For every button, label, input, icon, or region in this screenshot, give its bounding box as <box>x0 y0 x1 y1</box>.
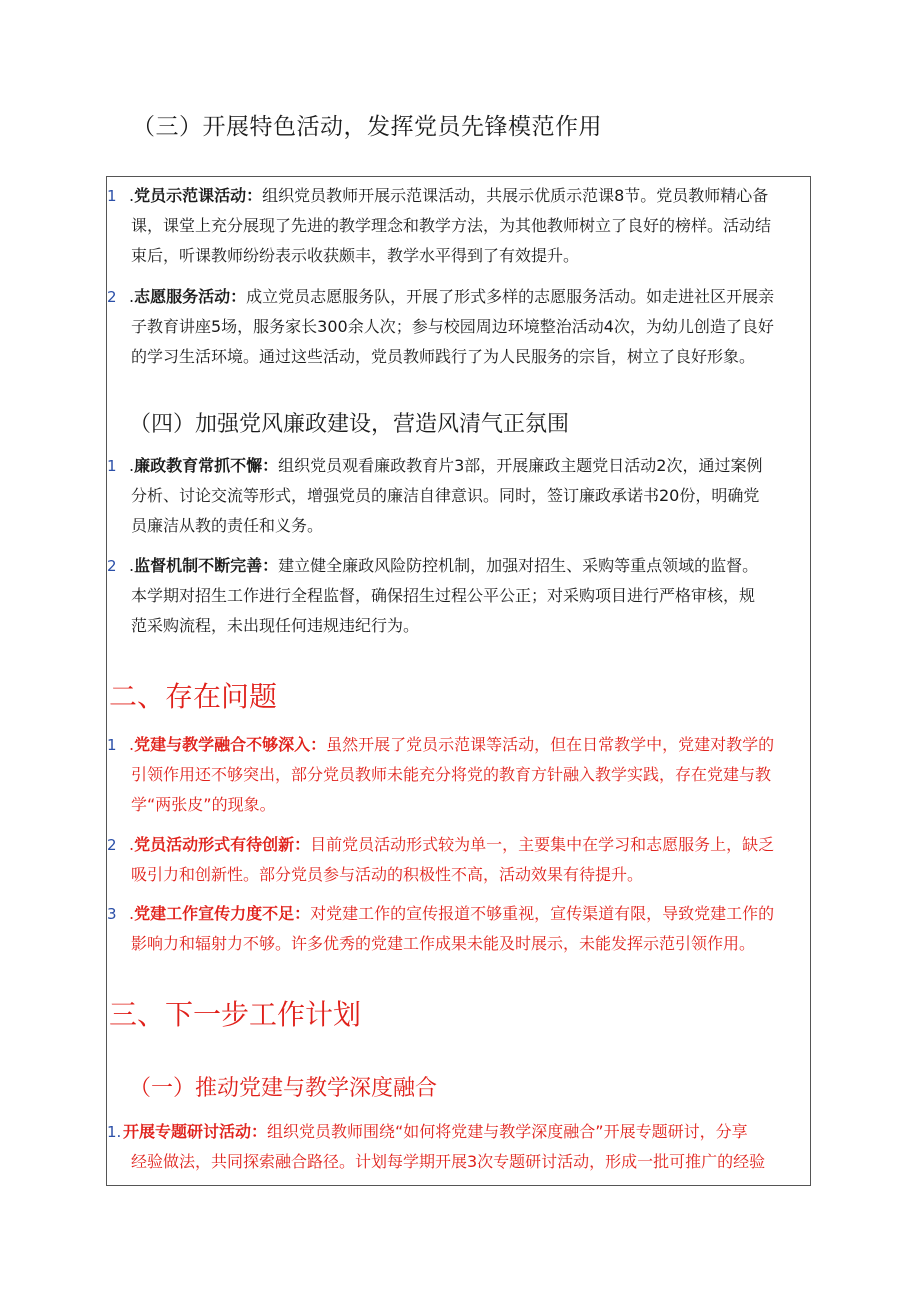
subsection-heading-3: （三）开展特色活动，发挥党员先锋模范作用 <box>132 114 602 140</box>
list-item: 1 .党员示范课活动：组织党员教师开展示范课活动，共展示优质示范课8节。党员教师精心备 课，课堂上充分展现了先进的教学理念和教学方法，为其他教师树立了良好的榜样。活动结 束后，听课教师纷纷表示收获颇丰，教学水平得到了有效提升。 <box>107 181 807 271</box>
item-text: 分析、讨论交流等形式，增强党员的廉洁自律意识。同时，签订廉政承诺书20份，明确党 <box>131 486 760 505</box>
item-text: 影响力和辐射力不够。许多优秀的党建工作成果未能及时展示，未能发挥示范引领作用。 <box>131 934 756 953</box>
item-title: 志愿服务活动： <box>134 287 247 306</box>
frame-bottom-border <box>106 1185 811 1186</box>
item-title: 党员示范课活动： <box>134 186 263 205</box>
item-text: 成立党员志愿服务队，开展了形式多样的志愿服务活动。如走进社区开展亲 <box>246 287 775 306</box>
list-item: 1 .廉政教育常抓不懈：组织党员观看廉政教育片3部，开展廉政主题党日活动2次，通过案例 分析、讨论交流等形式，增强党员的廉洁自律意识。同时，签订廉政承诺书20份，明确党 员廉洁从教的责任和义务。 <box>107 451 807 541</box>
item-number: 2 <box>107 288 117 306</box>
item-text: 组织党员教师开展示范课活动，共展示优质示范课8节。党员教师精心备 <box>262 186 769 205</box>
item-title: 开展专题研讨活动： <box>123 1122 268 1141</box>
subsection-heading-4: （四）加强党风廉政建设，营造风清气正氛围 <box>129 412 570 437</box>
item-text: 束后，听课教师纷纷表示收获颇丰，教学水平得到了有效提升。 <box>131 246 580 265</box>
item-title: 监督机制不断完善： <box>134 556 279 575</box>
item-text: 员廉洁从教的责任和义务。 <box>131 516 324 535</box>
section-heading-problems: 二、存在问题 <box>109 680 278 713</box>
item-number: 1 <box>107 736 117 754</box>
item-text: 经验做法，共同探索融合路径。计划每学期开展3次专题研讨活动，形成一批可推广的经验 <box>131 1152 766 1171</box>
content-frame <box>106 176 811 1186</box>
item-text: 吸引力和创新性。部分党员参与活动的积极性不高，活动效果有待提升。 <box>131 865 644 884</box>
item-text: 目前党员活动形式较为单一，主要集中在学习和志愿服务上，缺乏 <box>310 835 775 854</box>
item-text: 的学习生活环境。通过这些活动，党员教师践行了为人民服务的宗旨，树立了良好形象。 <box>131 347 756 366</box>
item-text: 范采购流程，未出现任何违规违纪行为。 <box>131 616 420 635</box>
item-number: 1 <box>107 457 117 475</box>
item-text: 学“两张皮”的现象。 <box>131 795 276 814</box>
item-title: 党建工作宣传力度不足： <box>134 904 311 923</box>
item-text: 引领作用还不够突出，部分党员教师未能充分将党的教育方针融入教学实践，存在党建与教 <box>131 765 772 784</box>
item-text: 课，课堂上充分展现了先进的教学理念和教学方法，为其他教师树立了良好的榜样。活动结 <box>131 216 772 235</box>
item-number: 1. <box>107 1123 122 1141</box>
list-item: 2 .志愿服务活动：成立党员志愿服务队，开展了形式多样的志愿服务活动。如走进社区开展亲 子教育讲座5场，服务家长300余人次；参与校园周边环境整治活动4次，为幼儿创造了良好 的学习生活环境。通过这些活动，党员教师践行了为人民服务的宗旨，树立了良好形象。 <box>107 282 807 372</box>
item-title: 党建与教学融合不够深入： <box>134 735 327 754</box>
list-item <box>107 1117 807 1177</box>
list-item: 1 .党建与教学融合不够深入：虽然开展了党员示范课等活动，但在日常教学中，党建对教学的 引领作用还不够突出，部分党员教师未能充分将党的教育方针融入教学实践，存在党建与教 学“两张皮”的现象。 <box>107 730 807 820</box>
item-number: 2 <box>107 836 117 854</box>
item-title: 党员活动形式有待创新： <box>134 835 311 854</box>
item-number: 2 <box>107 557 117 575</box>
item-text: 子教育讲座5场，服务家长300余人次；参与校园周边环境整治活动4次，为幼儿创造了良好 <box>131 317 774 336</box>
subsection-heading-plan-1: （一）推动党建与教学深度融合 <box>129 1076 438 1101</box>
item-text: 本学期对招生工作进行全程监督，确保招生过程公平公正；对采购项目进行严格审核，规 <box>131 586 756 605</box>
item-text: 对党建工作的宣传报道不够重视，宣传渠道有限，导致党建工作的 <box>310 904 775 923</box>
list-item: 2 .党员活动形式有待创新：目前党员活动形式较为单一，主要集中在学习和志愿服务上，缺乏 吸引力和创新性。部分党员参与活动的积极性不高，活动效果有待提升。 <box>107 830 807 890</box>
item-text: 组织党员教师围绕“如何将党建与教学深度融合”开展专题研讨，分享 <box>267 1122 748 1141</box>
section-heading-plan: 三、下一步工作计划 <box>109 998 362 1031</box>
list-item: 2 .监督机制不断完善：建立健全廉政风险防控机制，加强对招生、采购等重点领域的监督。 本学期对招生工作进行全程监督，确保招生过程公平公正；对采购项目进行严格审核，规 范采购流程，未出现任何违规违纪行为。 <box>107 551 807 641</box>
item-number: 1 <box>107 187 117 205</box>
item-text: 虽然开展了党员示范课等活动，但在日常教学中，党建对教学的 <box>326 735 775 754</box>
item-title: 廉政教育常抓不懈： <box>134 456 279 475</box>
item-text: 建立健全廉政风险防控机制，加强对招生、采购等重点领域的监督。 <box>278 556 759 575</box>
list-item: 3 .党建工作宣传力度不足：对党建工作的宣传报道不够重视，宣传渠道有限，导致党建工作的 影响力和辐射力不够。许多优秀的党建工作成果未能及时展示，未能发挥示范引领作用。 <box>107 899 807 959</box>
item-text: 组织党员观看廉政教育片3部，开展廉政主题党日活动2次，通过案例 <box>278 456 763 475</box>
item-number: 3 <box>107 905 117 923</box>
